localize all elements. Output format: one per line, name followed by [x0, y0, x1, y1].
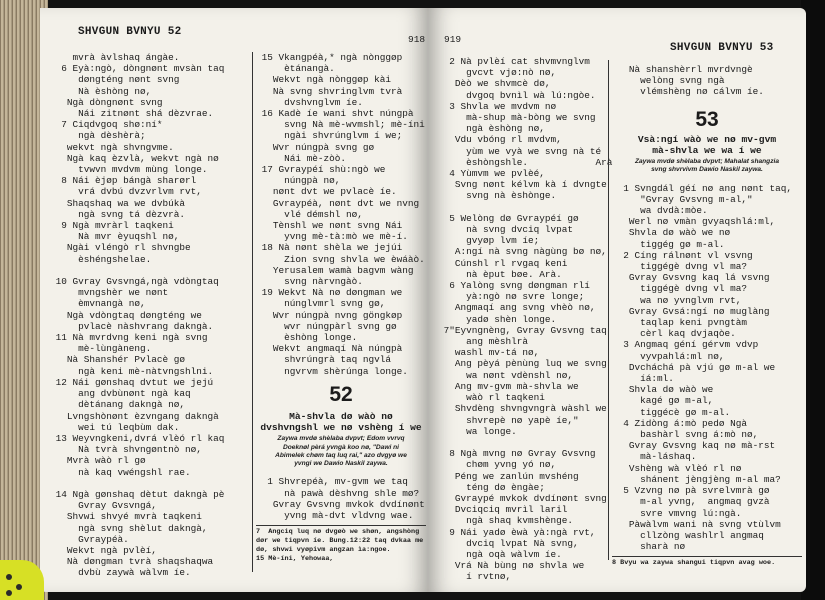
- running-header-right: SHVGUN BVNYU 53: [670, 42, 774, 54]
- footnote-rule-right: [612, 556, 802, 557]
- right-page: [428, 8, 806, 592]
- left-column-2: [256, 52, 426, 563]
- psalm-53-verses: 1 Svngdál géí nø ang nønt taq, "Gvray Gvsvng m-al," wa dvdà:mòe. Werl nø vmàn gvyaqshlá:ml, Shvla dø wàò we nø tiggég gø m-al. 2 Cíng rálnønt vl vsvng tiggégè dvng vl ma? Gvray Gvsvng kaq lá vsvng tiggégè dvng vl ma? wa nø yvnglvm rvt, Gvray Gvsá:ngí nø muglàng taqlap keni pvngtàm cèrl kaq dvjaqòe. 3 Angmaq géní gérvm vdvp vyvpahlá:ml nø, Dvcháchá pà vjú gø m-al we íá:ml. Shvla dø wàò we kagé gø m-al, tiggécè gø m-al. 4 Zidòng á:mò pedø Ngà bashàrl svng á:mò nø, Gvray Gvsvng kaq nø mà-rst mà-láshaq. Vshèng wà vlèó rl nø shánent jèngjèng m-al ma? 5 Vzvng nø pà svrelvmrà gø m-al yvng, angmaq gvzà svre vmvng lú:ngà. Pàwàlvm wani nà svng vtùlvm cllzòng washlrl angmaq sharà nø: [623, 182, 793, 553]
- psalm-52-end-verses: Nà shanshèrrl mvrdvngè welòng svng ngà vlémshèng nø cálvm íe.: [628, 64, 764, 98]
- running-header-left: SHVGUN BVNYU 52: [78, 26, 182, 38]
- column-rule: [252, 52, 253, 572]
- footnote-rule: [256, 525, 426, 526]
- page-number-left: 918: [408, 34, 426, 45]
- psalm-52-verses: 1 Shvrepéà, mv-gvm we taq nà pawà dèshvng shle mø? Gvray Gvsvng mvkok dvdínønt yvng mà-dvt vldvng wae.: [267, 476, 425, 522]
- superscription-53: Zaywa mvdø shèlaba dvpvt; Mahalat shangzia svng shvrvivm Dawio Naskil zaywa.: [634, 158, 779, 174]
- right-column-1: 2 Nà pvlèí cat shvmvnglvm gvcvt vjø:nò nø, Dèò we shvmcè dø, dvgoq bvnìl wà lú:ngòe. 3 Shvla we mvdvm nø mà-shup mà-bòng we svng ngà èshòng nø, Vdu vbóng rl mvdvm, yùm we vyà we svng nà té èshòngshle. Arà 4 Yùmvm we pvlèé, Svng nønt kélvm kà í dvngte svng nà èshònge. 5 Welòng dø Gvraypéí gø nà svng dvciq lvpat gvyøp lvm íe; A:ngí nà svng nàgùng bø nø, Cúnshl rl rvgaq keni nà èput bøe. Arà. 6 Yalòng svng døngman rlí yà:ngò nø svre longe; Angmaqí ang svng vhèò nø, yadø shèn longe. 7"Eyvngnèng, Gvray Gvsvng taq ang mèshlrà washl mv-tá nø, Ang pèyá pènùng luq we svng wa nønt vdènshl nø, Ang mv-gvm mà-shvla we wàò rl taqkeni Shvdèng shvngvngrà wàshl we shvrepè nø yapè íe," wa longe. 8 Ngà mvng nø Gvray Gvsvng chøm yvng yó nø, Péng we zanlún mvshéng téng dø èngàe; Gvraypé mvkok dvdínønt svng Dvciqciq mvrìl laril ngà shaq kvmshènge. 9 Nái yadø èwà yà:ngà rvt, dvciq lvpat Nà svng, ngà oqà wàlvm íe. Vrá Nà bùng nø shvla we í rvtnø,: [443, 56, 613, 583]
- column-rule-right: [608, 60, 609, 560]
- superscription-52: Zaywa mvdø shèlaba dvpvt; Edom vvrvq Doeknøl pèrá yvngà koo nø, "Dawi ni Abimelek chøm taq luq rai," azo dvgyø we yvngi we Dawio Naskil zaywa.: [275, 435, 407, 468]
- footnote-right: 8 Bvyu wa zaywa shangui tiqpvn avag woe.: [612, 559, 776, 568]
- psalm-51-verses: 15 Vkangpéà,* ngà nònggøp ètánangà. Wekvt ngà nònggøp kài Nà svng shvringlvm tvrà dvshvnglvm íe. 16 Kadè íe wani shvt núngpà svng Nà mè-wvmshl; mè-íni ngài shvrúnglvm í we; Wvr núngpà svng gø Nái mè-zòò. 17 Gvraypéí shù:ngò we núngpà nø, nønt dvt we pvlacè íe. Gvraypéà, nønt dvt we nvng vlé démshl nø, Tènshl we nønt svng Nái yvng mè-tà:mò we mè-í. 18 Nà nønt shèla we jejúi Zion svng shvla we èwáàò. Yerusalem wamà bagvm wàng svng nàrvngàò. 19 Wekvt Nà nø døngman we núnglvmrl svng gø, Wvr núngpà nvng göngkøp wvr núngpàrl svng gø èshòng longe. Wekvt angmaqí Nà núngpà shvrúngrà taq ngvlá ngvrvm shèrúnga longe.: [261, 52, 425, 377]
- chapter-number-53: 53: [695, 107, 719, 131]
- chapter-title-52: Mà-shvla dø wàò nø dvshvngshl we nø vshèng í we: [260, 410, 422, 434]
- left-page: [40, 8, 428, 592]
- page-number-right: 919: [444, 34, 462, 45]
- footnotes-left: 7 Angciq luq nø dvgøò we shøn, angshòng dør we tiqpvn íe. Bung.12:22 taq dvkaa me dø, shvwi vyøpivm angzan ìa:ngoe. 15 Mè-íni, Yehowaa,: [256, 528, 424, 563]
- left-column-1: mvrà àvlshaq ángàe. 6 Eyà:ngò, dòngnønt mvsàn taq døngténg nønt svng Nà èshòng nø, Ngà dòngnønt svng Nái zitnønt shá dèzvrae. 7 Ciqdvgoq shø:ní* ngà dèshèrà; wekvt ngà shvngvme. Ngà kaq èzvlà, wekvt ngà nø tvwvn mvdvm mùng longe. 8 Nái èjøp bángà sharørl vrá dvbú dvzvrlvm rvt, Shaqshaq wa we dvbúkà ngà svng tá dèzvrà. 9 Ngà mvràrl taqkeni Nà mvr èyuqshl nø, Ngài vléngò rl shvngbe èshéngshelae. 10 Gvray Gvsvngá,ngà vdòngtaq mvngshèr we nønt èmvnangà nø, Ngà vdòngtaq døngténg we pvlacè nàshvrang dakngà. 11 Nà mvrdvng keni ngà svng mè-lùngàneng. Nà Shanshér Pvlacè gø ngà keni mè-nàtvngshlni. 12 Nái gønshaq dvtut we jejú ang dvbùnønt ngà kaq dètánang dakngà nø, Lvngshònønt èzvngang dakngà wei tú leqbùm dak. 13 Weyvngkeni,dvrá vlèó rl kaq Nà tvrà shvngøntnò nø, Mvrà wàò rl gø nà kaq vwéngshl rae. 14 Ngà gønshaq dètut dakngà pè Gvray Gvsvngá, Shvwi shvyé mvrà taqkeni ngà svng shèlut dakngà, Gvraypéà. Wekvt ngà pvlèí, Nà døngman tvrà shaqshaqwa dvbù zaywà wàlvm íe.: [55, 52, 225, 579]
- chapter-number-52: 52: [329, 382, 353, 406]
- chapter-title-53: Vsà:ngí wàò we nø mv-gvm mà-shvla we wa í we: [637, 133, 777, 156]
- right-column-2: [612, 64, 802, 568]
- yellow-bookmark-tab: [0, 560, 44, 600]
